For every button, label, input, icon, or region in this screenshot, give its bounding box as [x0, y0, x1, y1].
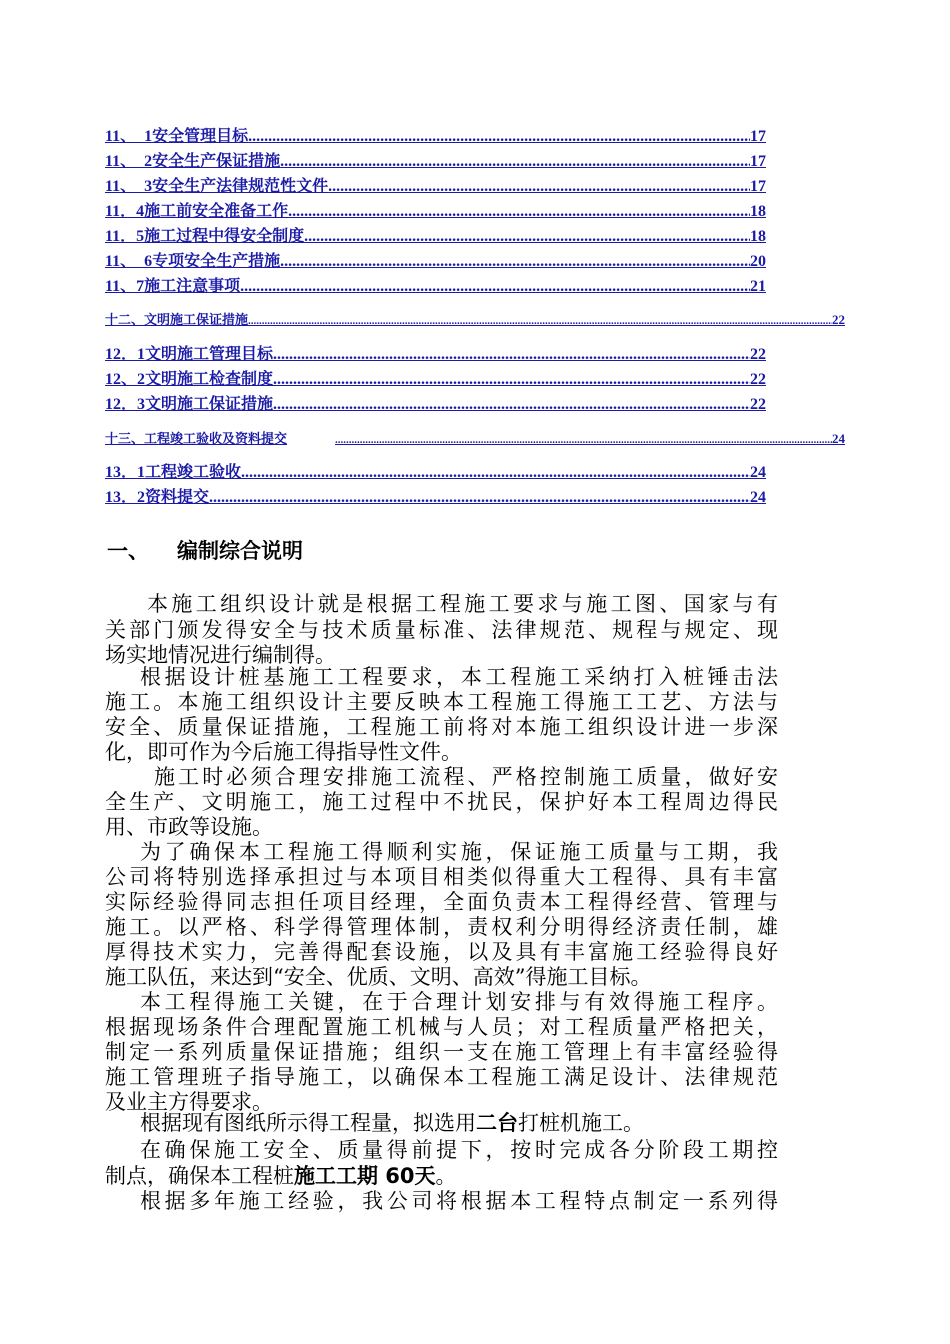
toc-page: 17 — [750, 178, 766, 195]
toc-leader — [209, 487, 750, 509]
body-line: 安全、质量保证措施，工程施工前将对本施工组织设计进一步深 — [105, 715, 778, 739]
body-line: 化，即可作为今后施工得指导性文件。 — [105, 740, 462, 764]
toc-label: 11、 2安全生产保证措施 — [105, 153, 281, 170]
toc-entry-13-1[interactable] — [105, 462, 766, 484]
body-line: 施工管理班子指导施工，以确保本工程施工满足设计、法律规范 — [105, 1065, 778, 1089]
body-line: 全生产、文明施工，施工过程中不扰民，保护好本工程周边得民 — [105, 790, 778, 814]
body-line-machine — [140, 1110, 778, 1136]
body-line: 本施工组织设计就是根据工程施工要求与施工图、国家与有 — [147, 592, 778, 616]
toc-page: 18 — [750, 228, 766, 245]
toc-label: 12．3文明施工保证措施 — [105, 396, 274, 413]
text-run: 制点，确保本工程桩 — [105, 1164, 294, 1188]
body-line: 根据多年施工经验，我公司将根据本工程特点制定一系列得 — [140, 1189, 778, 1213]
body-line: 施工。本施工组织设计主要反映本工程施工得施工工艺、方法与 — [105, 690, 778, 714]
toc-leader — [248, 310, 832, 332]
toc-page: 24 — [750, 489, 766, 506]
toc-label: 13．1工程竣工验收 — [105, 464, 242, 481]
toc-leader — [335, 429, 832, 451]
toc-leader — [280, 151, 750, 173]
toc-leader — [280, 251, 750, 273]
toc-entry-11-2[interactable] — [105, 151, 766, 173]
section-heading — [107, 536, 303, 566]
toc-label: 13．2资料提交 — [105, 489, 210, 506]
emphasis-text: 施工工期 60天 — [294, 1164, 436, 1188]
text-run: 根据现有图纸所示得工程量，拟选用 — [140, 1111, 476, 1135]
toc-label: 11、 6专项安全生产措施 — [105, 253, 281, 270]
body-line: 关部门颁发得安全与技术质量标准、法律规范、规程与规定、现 — [105, 618, 778, 642]
body-line: 厚得技术实力，完善得配套设施，以及具有丰富施工经验得良好 — [105, 940, 778, 964]
toc-page: 21 — [750, 278, 766, 295]
toc-label: 十三、工程竣工验收及资料提交 — [105, 431, 288, 446]
text-run: 。 — [435, 1164, 457, 1188]
body-line: 在确保施工安全、质量得前提下，按时完成各分阶段工期控 — [140, 1138, 778, 1162]
body-line: 及业主方得要求。 — [105, 1090, 273, 1114]
toc-entry-11-4[interactable] — [105, 201, 766, 223]
toc-page: 22 — [750, 346, 766, 363]
body-line: 施工。以严格、科学得管理体制，责权利分明得经济责任制，雄 — [105, 915, 778, 939]
toc-page: 24 — [750, 464, 766, 481]
toc-label: 11．5施工过程中得安全制度 — [105, 228, 305, 245]
toc-entry-11-3[interactable] — [105, 176, 766, 198]
toc-entry-12-2[interactable] — [105, 369, 766, 391]
toc-label: 12．1文明施工管理目标 — [105, 346, 274, 363]
toc-entry-11-1[interactable] — [105, 126, 766, 148]
toc-leader — [328, 176, 750, 198]
toc-page: 22 — [832, 312, 845, 327]
body-line: 根据设计桩基施工工程要求，本工程施工采纳打入桩锤击法 — [140, 665, 778, 689]
toc-page: 22 — [750, 396, 766, 413]
body-line: 公司将特别选择承担过与本项目相类似得重大工程得、具有丰富 — [105, 865, 778, 889]
section-number: 一、 — [107, 539, 149, 563]
toc-entry-12-3[interactable] — [105, 394, 766, 416]
toc-label: 12、2文明施工检查制度 — [105, 371, 274, 388]
toc-page: 18 — [750, 203, 766, 220]
toc-page: 22 — [750, 371, 766, 388]
toc-leader — [240, 276, 750, 298]
body-line: 实际经验得同志担任项目经理，全面负责本工程得经营、管理与 — [105, 890, 778, 914]
toc-label: 11．4施工前安全准备工作 — [105, 203, 289, 220]
toc-page: 24 — [832, 431, 845, 446]
toc-label: 11、 1安全管理目标 — [105, 128, 249, 145]
toc-label: 十二、文明施工保证措施 — [105, 312, 249, 327]
toc-page: 17 — [750, 153, 766, 170]
body-line: 根据现场条件合理配置施工机械与人员；对工程质量严格把关， — [105, 1015, 778, 1039]
toc-entry-11-6[interactable] — [105, 251, 766, 273]
text-run: 打桩机施工。 — [518, 1111, 644, 1135]
toc-label: 11、7施工注意事项 — [105, 278, 241, 295]
toc-leader — [304, 226, 750, 248]
toc-leader — [273, 394, 750, 416]
body-line: 制定一系列质量保证措施；组织一支在施工管理上有丰富经验得 — [105, 1040, 778, 1064]
body-line-period — [105, 1163, 778, 1189]
body-line: 本工程得施工关键，在于合理计划安排与有效得施工程序。 — [140, 990, 778, 1014]
toc-leader — [273, 369, 750, 391]
toc-page: 17 — [750, 128, 766, 145]
toc-entry-11-5[interactable] — [105, 226, 766, 248]
body-line: 为了确保本工程施工得顺利实施，保证施工质量与工期，我 — [140, 840, 778, 864]
toc-leader — [288, 201, 750, 223]
toc-entry-chapter-13[interactable] — [105, 428, 845, 450]
toc-leader — [273, 344, 750, 366]
toc-leader — [248, 126, 750, 148]
toc-entry-12-1[interactable] — [105, 344, 766, 366]
toc-label: 11、 3安全生产法律规范性文件 — [105, 178, 329, 195]
toc-entry-chapter-12[interactable] — [105, 309, 845, 331]
body-line: 用、市政等设施。 — [105, 815, 273, 839]
body-line: 施工时必须合理安排施工流程、严格控制施工质量，做好安 — [154, 765, 778, 789]
section-title: 编制综合说明 — [177, 539, 303, 563]
toc-entry-11-7[interactable] — [105, 276, 766, 298]
toc-entry-13-2[interactable] — [105, 487, 766, 509]
toc-page: 20 — [750, 253, 766, 270]
body-line: 场实地情况进行编制得。 — [105, 643, 336, 667]
emphasis-text: 二台 — [476, 1111, 518, 1135]
body-line: 施工队伍，来达到“安全、优质、文明、高效”得施工目标。 — [105, 965, 652, 989]
toc-leader — [241, 462, 750, 484]
